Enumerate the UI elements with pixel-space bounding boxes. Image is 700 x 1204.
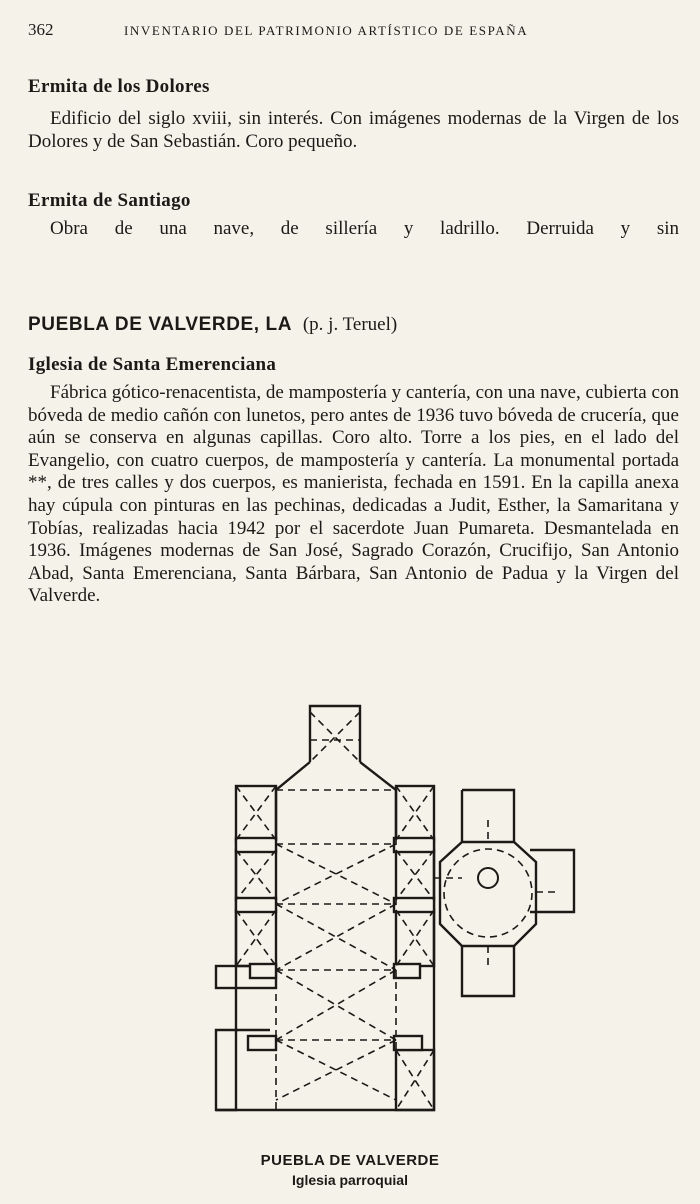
church-floor-plan <box>200 700 600 1120</box>
figure-caption-title: PUEBLA DE VALVERDE <box>260 1152 440 1169</box>
entry-title-iglesia: Iglesia de Santa Emerenciana <box>28 354 277 375</box>
jurisdiction: (p. j. Teruel) <box>302 314 398 335</box>
entry-text-ermita-dolores: Edificio del siglo xviii, sin interés. Con imágenes modernas de la Virgen de los Dolores y de San Sebastián. Coro pequeño. <box>28 108 679 152</box>
town-heading <box>28 314 397 336</box>
entry-text-iglesia: Fábrica gótico-renacentista, de mampostería y cantería, con una nave, cubierta con bóveda de medio cañón con lunetos, pero antes de 1936 tuvo bóveda de crucería, que aún se conserva en algunas capillas. Coro alto. Torre a los pies, en el lado del Evangelio, con cuatro cuerpos, de mampostería y cantería. La monumental portada **, de tres calles y dos cuerpos, es manierista, fechada en 1591. En la capilla anexa hay cúpula con pinturas en las pechinas, dedicadas a Judit, Esther, la Samaritana y Tobías, realizadas hacia 1942 por el sacerdote Juan Pumareta. Desmantelada en 1936. Imágenes modernas de San José, Sagrado Corazón, Crucifijo, San Antonio Abad, Santa Emerenciana, Santa Bárbara, San Antonio de Padua y la Virgen del Valverde. <box>28 382 679 607</box>
entry-title-ermita-santiago: Ermita de Santiago <box>28 190 191 211</box>
entry-title-ermita-dolores: Ermita de los Dolores <box>28 76 210 97</box>
running-title: INVENTARIO DEL PATRIMONIO ARTÍSTICO DE ESPAÑA <box>124 23 529 38</box>
town-name: PUEBLA DE VALVERDE, LA <box>28 314 293 335</box>
page-number: 362 <box>28 20 54 39</box>
figure-caption-subtitle: Iglesia parroquial <box>292 1172 408 1188</box>
page-header <box>28 20 678 46</box>
entry-text-ermita-santiago: Obra de una nave, de sillería y ladrillo. Derruida y sin <box>50 218 679 239</box>
